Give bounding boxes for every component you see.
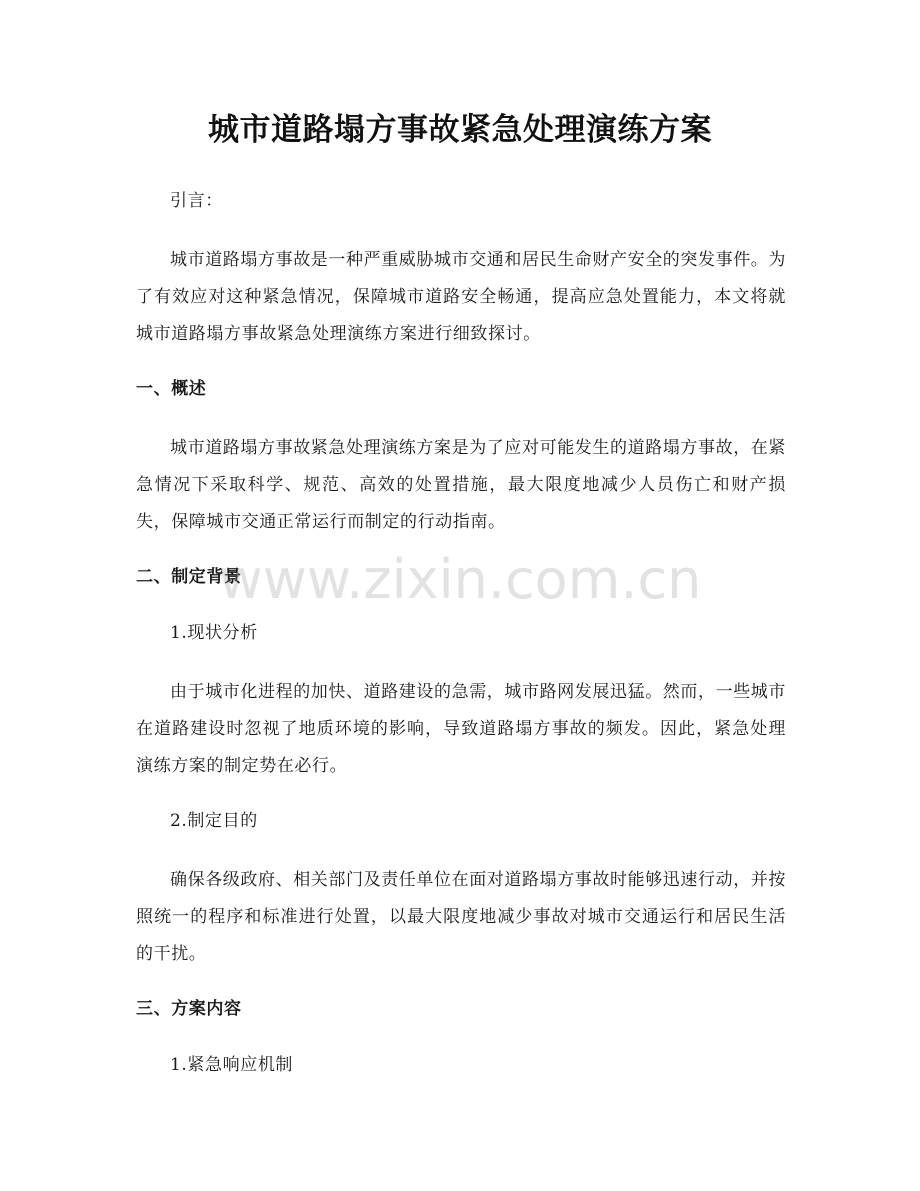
section-heading-content: 三、方案内容 xyxy=(136,999,242,1019)
subsection-label-response: 1.紧急响应机制 xyxy=(170,1055,294,1075)
section-heading-overview: 一、概述 xyxy=(136,379,207,399)
section-heading-background: 二、制定背景 xyxy=(136,567,242,587)
overview-paragraph: 城市道路塌方事故紧急处理演练方案是为了应对可能发生的道路塌方事故，在紧急情况下采取科学、规范、高效的处置措施，最大限度地减少人员伤亡和财产损失，保障城市交通正常运行而制定的行动指南。 xyxy=(136,438,786,532)
document-title: 城市道路塌方事故紧急处理演练方案 xyxy=(208,112,712,148)
watermark-text: www.zixin.com.cn xyxy=(218,548,702,611)
subsection-label-status: 1.现状分析 xyxy=(170,623,258,643)
purpose-paragraph: 确保各级政府、相关部门及责任单位在面对道路塌方事故时能够迅速行动，并按照统一的程序和标准进行处置，以最大限度地减少事故对城市交通运行和居民生活的干扰。 xyxy=(136,870,786,964)
document-body xyxy=(136,186,786,1106)
status-paragraph: 由于城市化进程的加快、道路建设的急需，城市路网发展迅猛。然而，一些城市在道路建设时忽视了地质环境的影响，导致道路塌方事故的频发。因此，紧急处理演练方案的制定势在必行。 xyxy=(136,682,786,776)
intro-paragraph: 城市道路塌方事故是一种严重威胁城市交通和居民生命财产安全的突发事件。为了有效应对这种紧急情况，保障城市道路安全畅通，提高应急处置能力，本文将就城市道路塌方事故紧急处理演练方案进行细致探讨。 xyxy=(136,250,786,344)
subsection-label-purpose: 2.制定目的 xyxy=(170,811,258,831)
intro-label: 引言： xyxy=(170,191,223,211)
